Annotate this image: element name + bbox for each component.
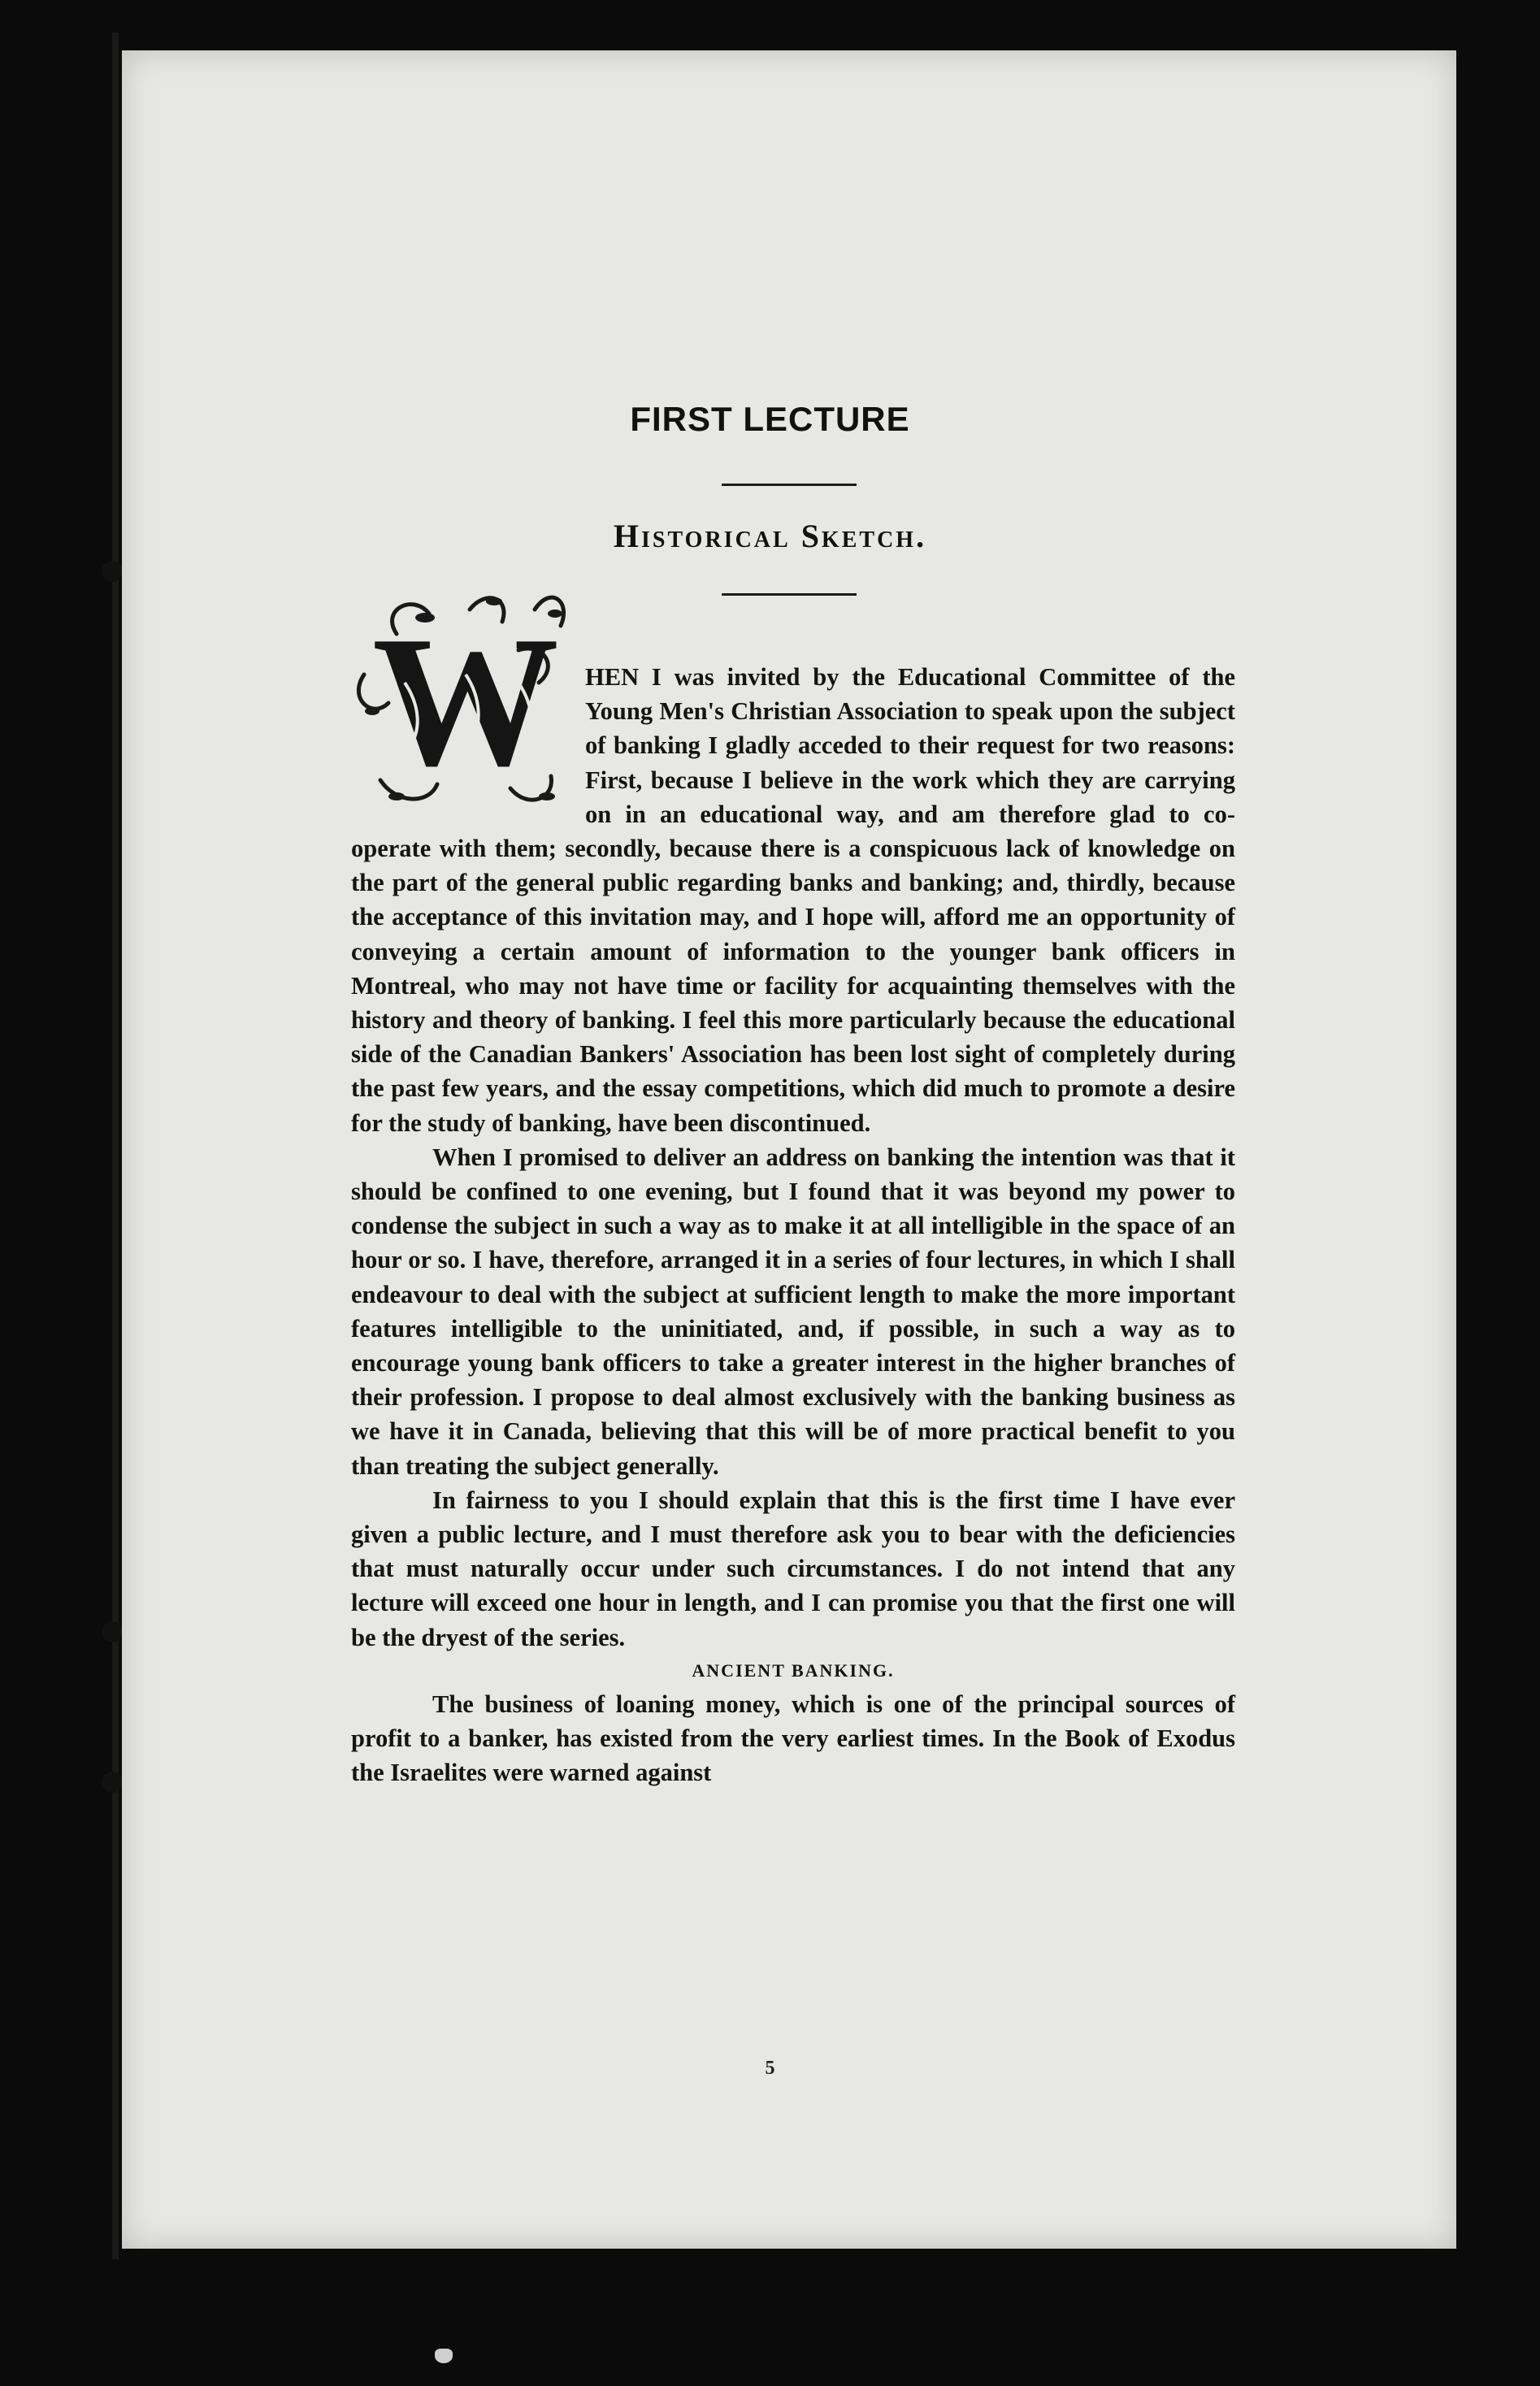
drop-cap-letter: W: [372, 597, 559, 805]
section-rule: [722, 593, 857, 596]
binding-mark: [102, 561, 123, 582]
binding-mark: [102, 1772, 123, 1793]
section-title: Historical Sketch.: [613, 518, 927, 554]
body-text: [351, 660, 1235, 1790]
drop-cap-space: [351, 660, 585, 829]
lecture-title: FIRST LECTURE: [630, 400, 910, 438]
paragraph-1: HEN I was invited by the Educational Committee of the Young Men's Christian Association to speak upon the subject of banking I gladly acceded to their request for two reasons: First, because I believe in the work which they are carrying on in an educational way, and am therefore glad to co-operate with them; secondly, because there is a conspicuous lack of knowledge on the part of the general public regarding banks and banking; and, thirdly, because the acceptance of this invitation may, and I hope will, afford me an opportunity of conveying a certain amount of information to the younger bank officers in Montreal, who may not have time or facility for acquainting themselves with the history and theory of banking. I feel this more particularly because the educational side of the Canadian Bankers' Association has been lost sight of completely during the past few years, and the essay competitions, which did much to promote a desire for the study of banking, have been discontinued.: [351, 663, 1235, 1137]
paragraph-4: The business of loaning money, which is one of the principal sources of profit to a banker, has existed from the very earliest times. In the Book of Exodus the Israelites were warned against: [351, 1690, 1235, 1787]
paragraph-2: When I promised to deliver an address on banking the intention was that it should be confined to one evening, but I found that it was beyond my power to condense the subject in such a way as to make it at all intelligible in the space of an hour or so. I have, therefore, arranged it in a series of four lectures, in which I shall endeavour to deal with the subject at sufficient length to make the more important features intelligible to the uninitiated, and, if possible, in such a way as to encourage young bank officers to take a greater interest in the higher branches of their profession. I propose to deal almost exclusively with the banking business as we have it in Canada, believing that this will be of more practical benefit to you than treating the subject generally.: [351, 1143, 1235, 1480]
subheading-ancient-banking: ANCIENT BANKING.: [692, 1659, 895, 1681]
paragraph-3: In fairness to you I should explain that this is the first time I have ever given a public lecture, and I must therefore ask you to bear with the deficiencies that must naturally occur under such circumstances. I do not intend that any lecture will exceed one hour in length, and I can promise you that the first one will be the dryest of the series.: [351, 1486, 1235, 1651]
binding-edge: [112, 33, 119, 2259]
page-number: 5: [765, 2058, 775, 2079]
binding-mark: [102, 1621, 123, 1642]
scan-speck: [435, 2349, 453, 2363]
title-rule: [722, 484, 857, 486]
